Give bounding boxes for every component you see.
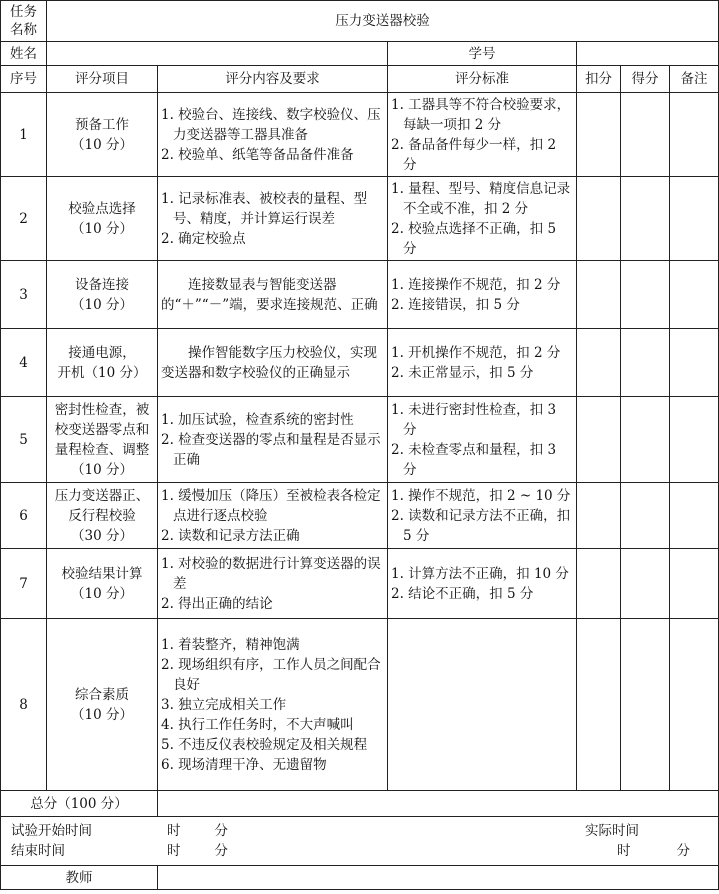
content-line: 5. 不违反仪表校验规定及相关规程: [161, 736, 368, 753]
col-standard: 评分标准: [388, 66, 577, 93]
row-seq: 1: [1, 93, 47, 177]
row-seq: 8: [1, 619, 47, 791]
score-cell[interactable]: [621, 177, 670, 261]
start-minute-unit: 分: [214, 823, 228, 839]
table-row: [1, 261, 719, 329]
end-hour-unit: 时: [167, 843, 181, 859]
row-standard: [388, 549, 577, 619]
standard-line: 1. 量程、型号、精度信息记录不全或不准，扣 2 分: [391, 180, 571, 217]
row-item: 接通电源， 开机（10 分）: [47, 329, 158, 397]
score-cell[interactable]: [621, 329, 670, 397]
row-content: 操作智能数字压力校验仪，实现变送器和数字校验仪的正确显示: [158, 329, 388, 397]
score-cell[interactable]: [621, 483, 670, 549]
teacher-row: [1, 866, 719, 890]
end-time-label: 结束时间: [11, 843, 65, 859]
table-row: [1, 177, 719, 261]
row-seq: 2: [1, 177, 47, 261]
deduct-cell[interactable]: [577, 329, 621, 397]
row-item: 校验结果计算 （10 分）: [47, 549, 158, 619]
content-line: 4. 执行工作任务时，不大声喊叫: [161, 716, 354, 733]
row-item: 预备工作 （10 分）: [47, 93, 158, 177]
row-content: 连接数显表与智能变送器的“＋”“－”端，要求连接规范、正确: [158, 261, 388, 329]
standard-line: 2. 未检查零点和量程，扣 3 分: [391, 441, 557, 478]
table-row: [1, 619, 719, 791]
standard-line: 2. 校验点选择不正确，扣 5 分: [391, 220, 557, 257]
standard-line: 1. 未进行密封性检查，扣 3 分: [391, 401, 557, 438]
content-line: 1. 对校验的数据进行计算变送器的误差: [161, 555, 381, 592]
row-content: [158, 483, 388, 549]
standard-line: 2. 未正常显示，扣 5 分: [391, 364, 534, 381]
row-item: 压力变送器正、反行程校验 （30 分）: [47, 483, 158, 549]
score-cell[interactable]: [621, 93, 670, 177]
score-cell[interactable]: [621, 619, 670, 791]
row-seq: 6: [1, 483, 47, 549]
content-line: 1. 记录标准表、被校表的量程、型号、精度，并计算运行误差: [161, 190, 368, 227]
remark-cell[interactable]: [670, 177, 719, 261]
start-time-label: 试验开始时间: [11, 823, 92, 839]
task-name-label: 任务名称: [1, 1, 47, 42]
row-seq: 4: [1, 329, 47, 397]
deduct-cell[interactable]: [577, 483, 621, 549]
start-hour-unit: 时: [167, 823, 181, 839]
col-remark: 备注: [670, 66, 719, 93]
total-label: 总分（100 分）: [1, 791, 158, 817]
deduct-cell[interactable]: [577, 177, 621, 261]
task-name-value: 压力变送器校验: [47, 1, 719, 42]
remark-cell[interactable]: [670, 619, 719, 791]
row-item: 综合素质 （10 分）: [47, 619, 158, 791]
deduct-cell[interactable]: [577, 397, 621, 483]
content-line: 1. 校验台、连接线、数字校验仪、压力变送器等工器具准备: [161, 106, 381, 143]
content-line: 2. 现场组织有序，工作人员之间配合良好: [161, 656, 381, 693]
col-item: 评分项目: [47, 66, 158, 93]
standard-line: 2. 结论不正确，扣 5 分: [391, 585, 534, 602]
row-seq: 7: [1, 549, 47, 619]
time-labels: [11, 821, 92, 861]
content-line: 1. 着装整齐，精神饱满: [161, 636, 300, 653]
standard-line: 1. 开机操作不规范，扣 2 分: [391, 344, 561, 361]
row-standard: [388, 619, 577, 791]
remark-cell[interactable]: [670, 261, 719, 329]
deduct-cell[interactable]: [577, 93, 621, 177]
standard-line: 2. 连接错误，扣 5 分: [391, 296, 520, 313]
content-line: 1. 加压试验，检查系统的密封性: [161, 411, 354, 428]
table-row: [1, 549, 719, 619]
score-cell[interactable]: [621, 397, 670, 483]
score-cell[interactable]: [621, 261, 670, 329]
deduct-cell[interactable]: [577, 619, 621, 791]
actual-time[interactable]: [585, 821, 690, 861]
col-seq: 序号: [1, 66, 47, 93]
content-line: 2. 检查变送器的零点和量程是否显示正确: [161, 431, 381, 468]
row-standard: [388, 329, 577, 397]
remark-cell[interactable]: [670, 329, 719, 397]
teacher-label: 教师: [1, 866, 158, 890]
row-seq: 3: [1, 261, 47, 329]
name-row: [1, 42, 719, 66]
score-cell[interactable]: [621, 549, 670, 619]
content-line: 2. 得出正确的结论: [161, 595, 273, 612]
col-content: 评分内容及要求: [158, 66, 388, 93]
content-line: 3. 独立完成相关工作: [161, 696, 287, 713]
remark-cell[interactable]: [670, 93, 719, 177]
end-minute-unit: 分: [214, 843, 228, 859]
table-row: [1, 397, 719, 483]
student-id-label: 学号: [388, 42, 577, 66]
row-standard: [388, 261, 577, 329]
table-row: [1, 483, 719, 549]
total-row: [1, 791, 719, 817]
row-content: [158, 93, 388, 177]
name-field[interactable]: [47, 42, 388, 66]
row-standard: [388, 397, 577, 483]
row-item: 设备连接 （10 分）: [47, 261, 158, 329]
remark-cell[interactable]: [670, 397, 719, 483]
row-standard: [388, 483, 577, 549]
row-content: [158, 549, 388, 619]
time-row: [1, 817, 719, 866]
total-field[interactable]: [158, 791, 719, 817]
row-item: 密封性检查，被校变送器零点和量程检查、调整（10 分）: [47, 397, 158, 483]
row-content: [158, 177, 388, 261]
teacher-field[interactable]: [158, 866, 719, 890]
task-name-row: [1, 1, 719, 42]
table-row: [1, 329, 719, 397]
actual-minute-unit: 分: [676, 843, 690, 859]
student-id-field[interactable]: [577, 42, 719, 66]
content-line: 6. 现场清理干净、无遗留物: [161, 756, 327, 773]
row-standard: [388, 93, 577, 177]
remark-cell[interactable]: [670, 483, 719, 549]
time-cell: [1, 817, 719, 866]
content-line: 2. 校验单、纸笔等备品备件准备: [161, 146, 354, 163]
standard-line: 1. 连接操作不规范，扣 2 分: [391, 276, 561, 293]
content-line: 1. 缓慢加压（降压）至被检表各检定点进行逐点校验: [161, 487, 381, 524]
actual-hour-unit: 时: [617, 843, 631, 859]
standard-line: 2. 备品备件每少一样，扣 2 分: [391, 136, 557, 173]
deduct-cell[interactable]: [577, 261, 621, 329]
content-line: 2. 确定校验点: [161, 230, 246, 247]
standard-line: 1. 工器具等不符合校验要求，每缺一项扣 2 分: [391, 96, 571, 133]
standard-line: 2. 读数和记录方法不正确，扣 5 分: [391, 507, 571, 544]
row-content: [158, 619, 388, 791]
row-standard: [388, 177, 577, 261]
standard-line: 1. 操作不规范，扣 2 ~ 10 分: [391, 487, 571, 504]
table-row: [1, 93, 719, 177]
column-header-row: [1, 66, 719, 93]
time-fields[interactable]: [167, 821, 228, 861]
col-deduct: 扣分: [577, 66, 621, 93]
row-seq: 5: [1, 397, 47, 483]
name-label: 姓名: [1, 42, 47, 66]
standard-line: 1. 计算方法不正确，扣 10 分: [391, 565, 569, 582]
row-content: [158, 397, 388, 483]
deduct-cell[interactable]: [577, 549, 621, 619]
actual-time-label: 实际时间: [585, 823, 639, 839]
content-line: 2. 读数和记录方法正确: [161, 527, 300, 544]
remark-cell[interactable]: [670, 549, 719, 619]
col-score: 得分: [621, 66, 670, 93]
row-item: 校验点选择 （10 分）: [47, 177, 158, 261]
